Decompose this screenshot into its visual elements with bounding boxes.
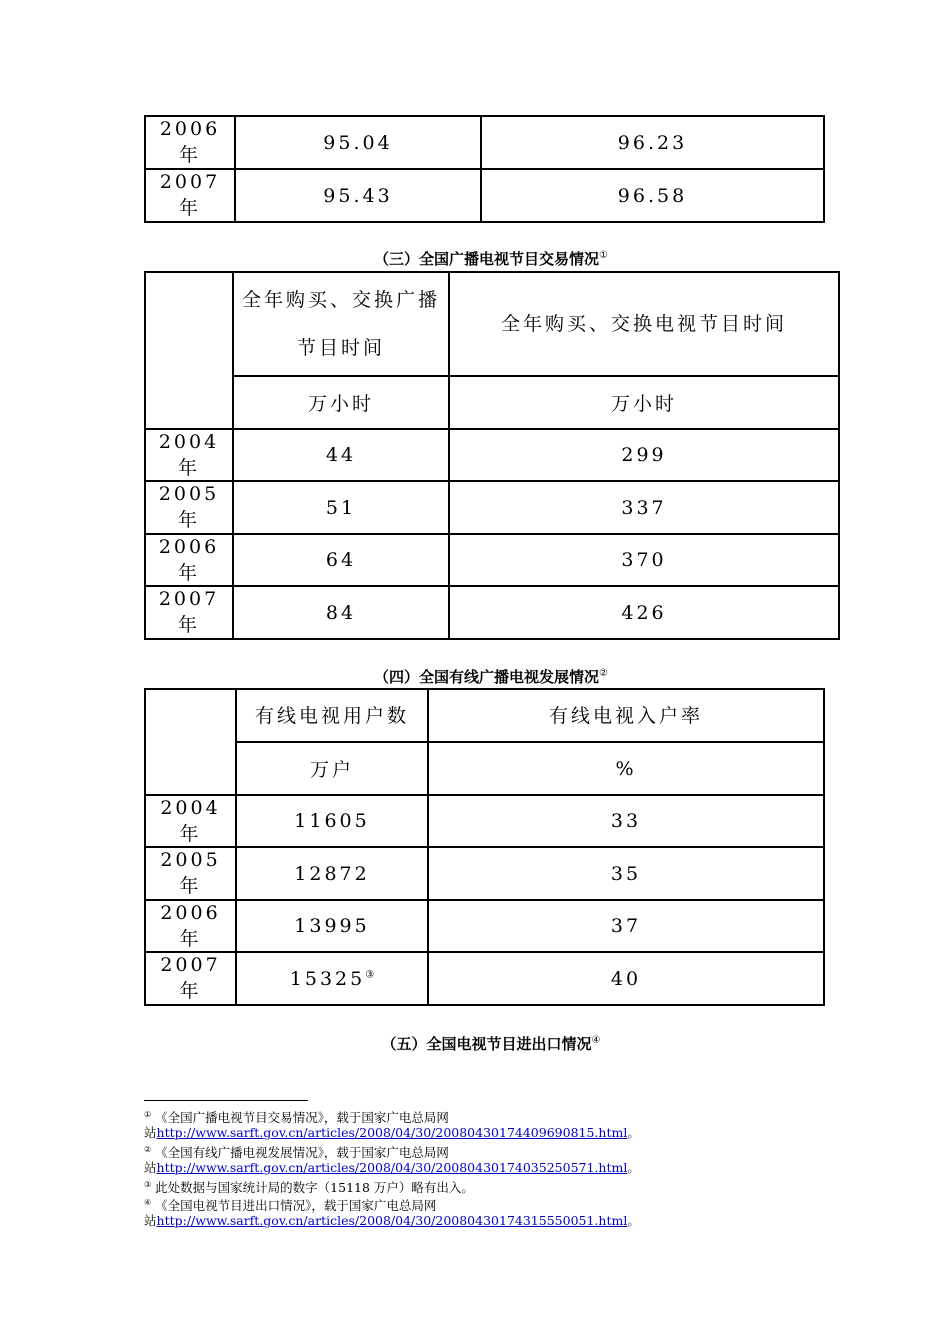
value-cell: 40: [428, 952, 824, 1005]
footnote-ref-3[interactable]: ③: [365, 969, 375, 981]
table-row: [145, 169, 824, 222]
unit-cell: 万户: [236, 742, 428, 795]
program-trade-table: [144, 271, 840, 640]
value-cell: 13995: [236, 900, 428, 952]
year-cell: 2007 年: [145, 952, 236, 1005]
unit-row: [145, 376, 839, 429]
cable-development-table: [144, 688, 825, 1006]
footnote-text: 此处数据与国家统计局的数字（15118 万户）略有出入。: [155, 1180, 474, 1196]
table-header-row: [145, 272, 839, 376]
column-header-tv-hours: 全年购买、交换电视节目时间: [449, 272, 839, 376]
footnote-2-link-line: [144, 1159, 844, 1177]
value-cell: [236, 952, 428, 1005]
table-row: [145, 481, 839, 534]
unit-cell: 万小时: [449, 376, 839, 429]
unit-cell: 万小时: [233, 376, 449, 429]
value-cell: 33: [428, 795, 824, 847]
footnote-mark: ④: [144, 1198, 152, 1207]
table-row: [145, 586, 839, 639]
footnote-mark: ①: [144, 1110, 152, 1119]
footnote-link[interactable]: http://www.sarft.gov.cn/articles/2008/04/30/20080430174409690815.html: [156, 1125, 628, 1140]
column-header-radio-hours: 全年购买、交换广播节目时间: [233, 272, 449, 376]
value-cell: 84: [233, 586, 449, 639]
value-cell: 51: [233, 481, 449, 534]
empty-corner-cell: [145, 272, 233, 429]
footnote-text: 《全国有线广播电视发展情况》，载于国家广电总局网: [155, 1145, 449, 1161]
table-continued: [144, 115, 825, 223]
footnote-ref-1[interactable]: ①: [599, 250, 608, 261]
footnote-4-link-line: [144, 1212, 844, 1230]
table-row: [145, 952, 824, 1005]
footnote-link[interactable]: http://www.sarft.gov.cn/articles/2008/04/30/20080430174035250571.html: [156, 1160, 628, 1175]
footnote-text: 《全国电视节目进出口情况》，载于国家广电总局网: [155, 1198, 437, 1214]
footnote-mark: ③: [144, 1180, 152, 1189]
value-cell: 95.04: [235, 116, 481, 169]
unit-cell: %: [428, 742, 824, 795]
footnote-suffix: 。: [627, 1213, 640, 1228]
footnote-separator: [144, 1100, 308, 1101]
column-header-cable-penetration: 有线电视入户率: [428, 689, 824, 742]
value-cell: 370: [449, 534, 839, 586]
section3-caption-text: （三）全国广播电视节目交易情况: [374, 250, 600, 268]
footnote-1-link-line: [144, 1124, 844, 1142]
year-cell: 2006 年: [145, 900, 236, 952]
value-cell: 95.43: [235, 169, 481, 222]
table-row: [145, 429, 839, 481]
value-cell: 12872: [236, 847, 428, 900]
year-cell: 2006 年: [145, 116, 235, 169]
section5-caption-text: （五）全国电视节目进出口情况: [381, 1035, 592, 1053]
section5-caption: [144, 1033, 838, 1054]
value-cell: 37: [428, 900, 824, 952]
year-cell: 2004 年: [145, 429, 233, 481]
footnote-prefix: 站: [144, 1125, 157, 1140]
value-cell: 96.58: [481, 169, 824, 222]
section4-caption-text: （四）全国有线广播电视发展情况: [374, 668, 600, 686]
table-row: [145, 847, 824, 900]
table-row: [145, 116, 824, 169]
value-cell: 64: [233, 534, 449, 586]
footnote-ref-4[interactable]: ④: [591, 1035, 601, 1046]
year-cell: 2004 年: [145, 795, 236, 847]
value-cell: 337: [449, 481, 839, 534]
table-row: [145, 900, 824, 952]
year-cell: 2006 年: [145, 534, 233, 586]
footnote-text: 《全国广播电视节目交易情况》，载于国家广电总局网: [155, 1110, 449, 1126]
value-cell: 96.23: [481, 116, 824, 169]
year-cell: 2005 年: [145, 847, 236, 900]
section3-caption: [144, 248, 838, 269]
value-cell: 11605: [236, 795, 428, 847]
empty-corner-cell: [145, 689, 236, 795]
footnote-suffix: 。: [627, 1125, 640, 1140]
footnote-mark: ②: [144, 1145, 152, 1154]
section4-caption: [144, 666, 838, 687]
value-cell: 426: [449, 586, 839, 639]
value-text: 15325: [289, 967, 366, 990]
table-row: [145, 795, 824, 847]
table-row: [145, 534, 839, 586]
year-cell: 2007 年: [145, 586, 233, 639]
unit-row: [145, 742, 824, 795]
footnote-ref-2[interactable]: ②: [599, 668, 608, 679]
footnote-link[interactable]: http://www.sarft.gov.cn/articles/2008/04/30/20080430174315550051.html: [156, 1213, 628, 1228]
year-cell: 2005 年: [145, 481, 233, 534]
table-header-row: [145, 689, 824, 742]
footnote-suffix: 。: [627, 1160, 640, 1175]
value-cell: 35: [428, 847, 824, 900]
column-header-cable-users: 有线电视用户数: [236, 689, 428, 742]
footnote-prefix: 站: [144, 1160, 157, 1175]
value-cell: 44: [233, 429, 449, 481]
value-cell: 299: [449, 429, 839, 481]
footnote-prefix: 站: [144, 1213, 157, 1228]
year-cell: 2007 年: [145, 169, 235, 222]
